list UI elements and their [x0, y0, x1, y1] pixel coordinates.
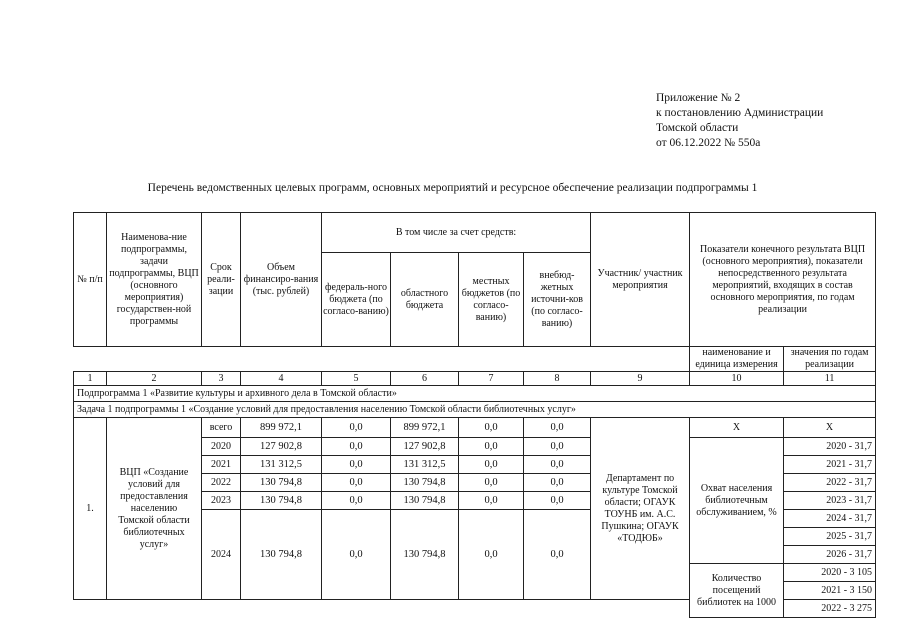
header-federal: федераль-ного бюджета (по согласо-ванию) — [322, 253, 391, 347]
federal-cell: 0,0 — [322, 474, 391, 492]
indicator-2-value: 2022 - 3 275 — [784, 600, 876, 618]
item-participant: Департамент по культуре Томской области; ОГАУК ТОУНБ им. А.С. Пушкина; ОГАУК «ТОДЮБ» — [591, 418, 690, 600]
federal-cell: 0,0 — [322, 456, 391, 474]
header-volume: Объем финансиро-вания (тыс. рублей) — [241, 213, 322, 347]
indicator-1-value: 2023 - 31,7 — [784, 492, 876, 510]
offbudget-cell: 0,0 — [524, 474, 591, 492]
federal-cell: 0,0 — [322, 492, 391, 510]
col-number-2: 2 — [107, 372, 202, 386]
offbudget-cell: 0,0 — [524, 510, 591, 600]
col-number-1: 1 — [74, 372, 107, 386]
col-number-6: 6 — [391, 372, 459, 386]
local-cell: 0,0 — [459, 456, 524, 474]
local-cell: 0,0 — [459, 418, 524, 438]
header-ind-name: наименование и единица измерения — [690, 347, 784, 372]
term-cell: 2024 — [202, 510, 241, 600]
col-number-4: 4 — [241, 372, 322, 386]
task-row: Задача 1 подпрограммы 1 «Создание условий для предоставления населению Томской области библиотечных услуг» — [74, 402, 876, 418]
federal-cell: 0,0 — [322, 418, 391, 438]
item-name: ВЦП «Создание условий для предоставления населению Томской области библиотечных услуг» — [107, 418, 202, 600]
col-number-5: 5 — [322, 372, 391, 386]
regional-cell: 130 794,8 — [391, 474, 459, 492]
header-indicators: Показатели конечного результата ВЦП (основного мероприятия), показатели непосредственного результата мероприятий, входящих в состав основного мероприятия, по годам реализации — [690, 213, 876, 347]
header-ind-values: значения по годам реализации — [784, 347, 876, 372]
local-cell: 0,0 — [459, 474, 524, 492]
volume-cell: 130 794,8 — [241, 474, 322, 492]
volume-cell: 130 794,8 — [241, 492, 322, 510]
col-number-8: 8 — [524, 372, 591, 386]
annex-line-2: к постановлению Администрации — [656, 107, 824, 119]
local-cell: 0,0 — [459, 438, 524, 456]
indicator-1-value: 2022 - 31,7 — [784, 474, 876, 492]
regional-cell: 127 902,8 — [391, 438, 459, 456]
regional-cell: 130 794,8 — [391, 510, 459, 600]
federal-cell: 0,0 — [322, 510, 391, 600]
term-cell: 2023 — [202, 492, 241, 510]
table-row — [74, 418, 876, 438]
volume-cell: 130 794,8 — [241, 510, 322, 600]
annex-line-3: Томской области — [656, 122, 739, 134]
offbudget-cell: 0,0 — [524, 438, 591, 456]
col-number-7: 7 — [459, 372, 524, 386]
subprogram-row: Подпрограмма 1 «Развитие культуры и архивного дела в Томской области» — [74, 386, 876, 402]
regional-cell: 131 312,5 — [391, 456, 459, 474]
term-cell: 2021 — [202, 456, 241, 474]
indicator-total-name: Х — [690, 418, 784, 438]
indicator-1-name: Охват населения библиотечным обслуживанием, % — [690, 438, 784, 564]
annex-line-4: от 06.12.2022 № 550а — [656, 137, 761, 149]
col-number-9: 9 — [591, 372, 690, 386]
header-term: Срок реали-зации — [202, 213, 241, 347]
header-including: В том числе за счет средств: — [322, 213, 591, 253]
program-table — [73, 212, 876, 618]
column-numbers-row — [74, 372, 876, 386]
offbudget-cell: 0,0 — [524, 492, 591, 510]
term-cell: 2020 — [202, 438, 241, 456]
indicator-1-value: 2021 - 31,7 — [784, 456, 876, 474]
header-participant: Участник/ участник мероприятия — [591, 213, 690, 347]
header-regional: областного бюджета — [391, 253, 459, 347]
header-local: местных бюджетов (по согласо-ванию) — [459, 253, 524, 347]
col-number-3: 3 — [202, 372, 241, 386]
item-num: 1. — [74, 418, 107, 600]
header-name: Наименова-ние подпрограммы, задачи подпрограммы, ВЦП (основного мероприятия) государствен-ной программы — [107, 213, 202, 347]
document-title: Перечень ведомственных целевых программ, основных мероприятий и ресурсное обеспечение реализации подпрограммы 1 — [147, 182, 758, 194]
indicator-1-value: 2024 - 31,7 — [784, 510, 876, 528]
col-number-10: 10 — [690, 372, 784, 386]
indicator-2-name: Количество посещений библиотек на 1000 — [690, 564, 784, 618]
indicator-2-value: 2020 - 3 105 — [784, 564, 876, 582]
volume-cell: 131 312,5 — [241, 456, 322, 474]
regional-cell: 899 972,1 — [391, 418, 459, 438]
offbudget-cell: 0,0 — [524, 456, 591, 474]
term-cell: 2022 — [202, 474, 241, 492]
volume-cell: 127 902,8 — [241, 438, 322, 456]
annex-header — [656, 91, 823, 151]
indicator-2-value: 2021 - 3 150 — [784, 582, 876, 600]
header-offbudget: внебюд-жетных источни-ков (по согласо-ванию) — [524, 253, 591, 347]
indicator-1-value: 2025 - 31,7 — [784, 528, 876, 546]
local-cell: 0,0 — [459, 510, 524, 600]
indicator-1-value: 2020 - 31,7 — [784, 438, 876, 456]
header-num: № п/п — [74, 213, 107, 347]
indicator-total-value: Х — [784, 418, 876, 438]
indicator-1-value: 2026 - 31,7 — [784, 546, 876, 564]
local-cell: 0,0 — [459, 492, 524, 510]
annex-line-1: Приложение № 2 — [656, 92, 741, 104]
volume-cell: 899 972,1 — [241, 418, 322, 438]
offbudget-cell: 0,0 — [524, 418, 591, 438]
col-number-11: 11 — [784, 372, 876, 386]
term-cell: всего — [202, 418, 241, 438]
regional-cell: 130 794,8 — [391, 492, 459, 510]
federal-cell: 0,0 — [322, 438, 391, 456]
